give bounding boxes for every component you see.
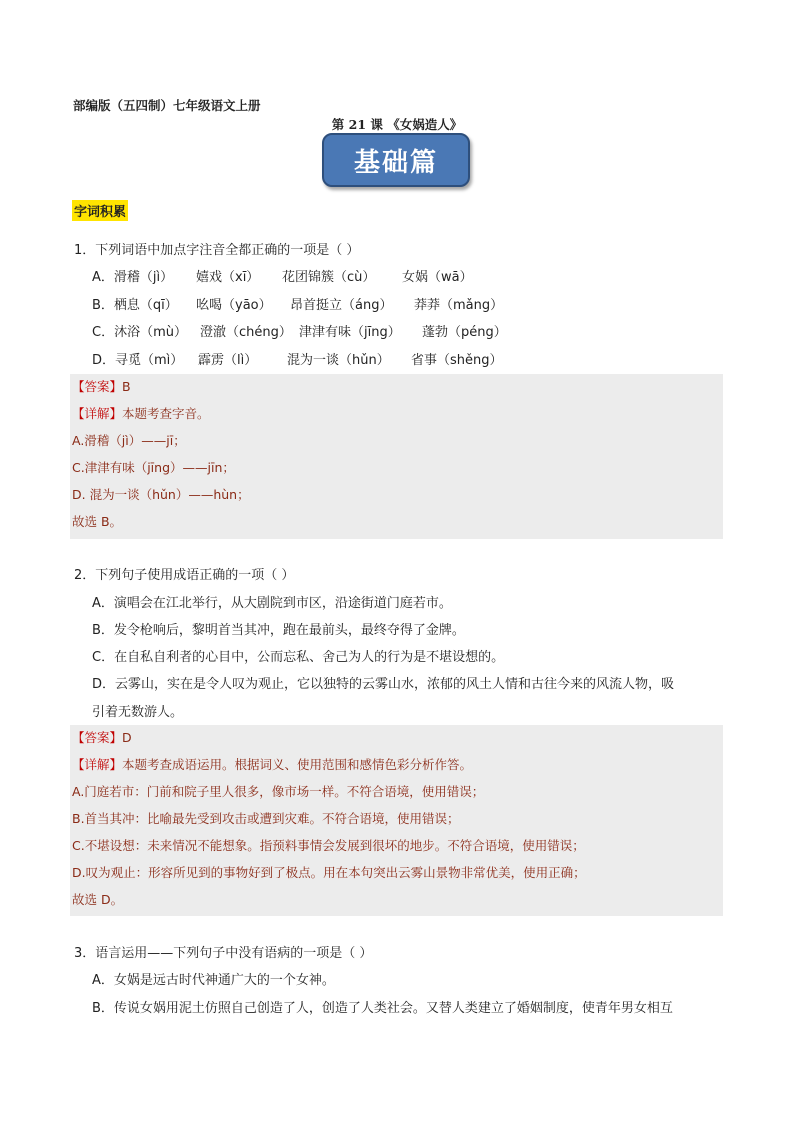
question-1-stem: 1．下列词语中加点字注音全都正确的一项是（ ） [74,243,360,258]
q1-detail-line: C.津津有味（jīng）——jīn； [72,460,235,475]
q1-option-b-4: 莽莽（mǎng） [414,298,504,313]
lesson-title: 第 21 课 《女娲造人》 [331,117,463,132]
q1-option-c-4: 蓬勃（péng） [422,325,507,340]
q1-conclusion: 故选 B。 [72,514,123,529]
q1-answer-tag: 【答案】 [72,379,123,394]
q2-detail-intro-text: 本题考查成语运用。根据词义、使用范围和感情色彩分析作答。 [122,757,473,772]
q1-detail-tag: 【详解】 [72,406,123,421]
q1-option-a-2: 嬉戏（xī） [196,270,260,285]
level-banner: 基础篇 [322,133,470,187]
q1-option-d-4: 省事（shěng） [411,353,503,368]
q1-answer-box [70,374,723,539]
q1-option-c-1: C．沐浴（mù） [92,325,187,340]
q1-option-d-2: 霹雳（lì） [198,353,258,368]
q1-option-a-4: 女娲（wā） [402,270,473,285]
q1-answer-value: B [122,379,131,394]
q2-option-d: D．云雾山，实在是令人叹为观止，它以独特的云雾山水，浓郁的风土人情和古往今来的风流人物，吸 [92,677,675,692]
textbook-header: 部编版（五四制）七年级语文上册 [73,98,261,113]
q2-detail-line: D.叹为观止：形容所见到的事物好到了极点。用在本句突出云雾山景物非常优美，使用正确； [72,865,586,880]
q3-option-a: A．女娲是远古时代神通广大的一个女神。 [92,973,335,988]
q2-answer-value: D [122,730,132,745]
q2-answer-tag: 【答案】 [72,730,123,745]
q1-option-b-1: B．栖息（qī） [92,298,178,313]
q1-option-b-3: 昂首挺立（áng） [290,298,393,313]
q2-detail-line: B.首当其冲：比喻最先受到攻击或遭到灾难。不符合语境，使用错误； [72,811,460,826]
q2-option-a: A．演唱会在江北举行，从大剧院到市区，沿途街道门庭若市。 [92,596,452,611]
q1-option-d-1: D．寻觅（mì） [92,353,184,368]
q1-option-c-2: 澄澈（chéng） [200,325,292,340]
q1-answer [72,377,131,395]
section-heading: 字词积累 [72,200,128,221]
q3-option-b: B．传说女娲用泥土仿照自己创造了人，创造了人类社会。又替人类建立了婚姻制度，使青年男女相互 [92,1001,673,1016]
q1-detail-intro-text: 本题考查字音。 [122,406,210,421]
q1-option-d-3: 混为一谈（hǔn） [287,353,390,368]
question-3-stem: 3．语言运用——下列句子中没有语病的一项是（ ） [74,946,373,961]
question-2-stem: 2．下列句子使用成语正确的一项（ ） [74,568,295,583]
q1-detail-intro [72,404,210,422]
q1-option-a-3: 花团锦簇（cù） [282,270,376,285]
q2-detail-line: A.门庭若市：门前和院子里人很多，像市场一样。不符合语境，使用错误； [72,784,485,799]
q1-detail-line: D. 混为一谈（hǔn）——hùn； [72,487,250,502]
q1-detail-line: A.滑稽（jì）——jī； [72,433,186,448]
q2-detail-tag: 【详解】 [72,757,123,772]
q1-option-b-2: 吆喝（yāo） [196,298,272,313]
q2-detail-line: C.不堪设想：未来情况不能想象。指预料事情会发展到很坏的地步。不符合语境，使用错误； [72,838,585,853]
q2-detail-intro [72,755,472,773]
q1-option-a-1: A．滑稽（jì） [92,270,174,285]
q1-option-c-3: 津津有味（jīng） [299,325,401,340]
q2-option-d-cont: 引着无数游人。 [92,705,184,720]
q2-option-b: B．发令枪响后，黎明首当其冲，跑在最前头，最终夺得了金牌。 [92,623,465,638]
q2-option-c: C．在自私自利者的心目中，公而忘私、舍己为人的行为是不堪设想的。 [92,650,505,665]
q2-conclusion: 故选 D。 [72,892,124,907]
q2-answer [72,728,132,746]
